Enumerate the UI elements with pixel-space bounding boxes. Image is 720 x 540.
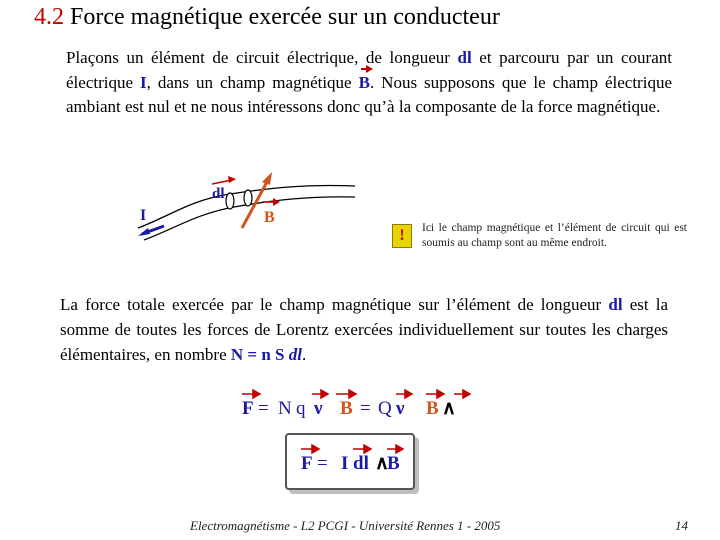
- eq1-nu: ν: [314, 398, 323, 419]
- intro-text-2: et parcouru par un courant électrique: [66, 48, 672, 92]
- element-start-ellipse: [226, 193, 234, 209]
- eq2-I: I: [341, 453, 349, 474]
- label-B: B: [264, 209, 275, 226]
- para2-text-3: .: [301, 345, 307, 364]
- eq1-nu-2: ν: [396, 398, 405, 419]
- warning-icon: !: [392, 224, 412, 248]
- conductor-diagram: [130, 170, 360, 250]
- eq1-wedge: ∧: [442, 398, 456, 419]
- result-box: [285, 433, 415, 490]
- eq2-equals: =: [317, 453, 328, 474]
- eq2-wedge: ∧: [375, 453, 389, 474]
- footer-text: Electromagnétisme - L2 PCGI - Université Rennes 1 - 2005: [190, 518, 501, 533]
- eq2-F: F: [301, 453, 313, 474]
- lorentz-paragraph: [60, 292, 668, 367]
- current-arrow-head: [138, 228, 150, 236]
- title-text: Force magnétique exercée sur un conducteur: [70, 4, 500, 30]
- intro-text-1: Plaçons un élément de circuit électrique, de longueur: [66, 48, 458, 67]
- field-arrow-head: [262, 172, 272, 185]
- label-dl: dl: [212, 186, 225, 202]
- intro-current: I: [140, 72, 147, 92]
- eq2-B: B: [387, 453, 400, 474]
- dl-arrow-head: [228, 176, 236, 183]
- para2-text-2: est la somme de toutes les forces de Lorentz exercées individuellement sur toutes les charges élémentaires, en nombre: [60, 295, 669, 364]
- lorentz-equation: [240, 388, 480, 422]
- para2-dl: dl: [608, 295, 623, 314]
- eq1-equals-2: =: [360, 398, 371, 419]
- eq1-B: B: [340, 398, 353, 419]
- intro-dl: dl: [457, 48, 472, 67]
- warning-note: Ici le champ magnétique et l’élément de circuit qui est soumis au champ sont au même endroit.: [422, 222, 687, 249]
- para2-N: N = n S: [230, 345, 289, 364]
- eq1-Q: Q: [378, 398, 392, 419]
- para2-text-1: La force totale exercée par le champ magnétique sur l’élément de longueur: [60, 295, 609, 314]
- B-vector-head: [273, 198, 280, 206]
- slide-title: [34, 4, 500, 31]
- page-number: 14: [675, 518, 688, 533]
- eq1-equals: =: [258, 398, 269, 419]
- intro-text-3: , dans un champ magnétique: [146, 72, 359, 92]
- eq1-q: q: [296, 398, 306, 419]
- intro-paragraph: [66, 46, 672, 120]
- eq1-N: N: [278, 398, 292, 419]
- result-equation: [287, 435, 413, 488]
- intro-field-vector: B: [359, 71, 370, 96]
- intro-text-4: . Nous supposons que le champ électrique ambiant est nul et ne nous intéressons donc qu’à la composante de la force magnétique.: [66, 72, 672, 116]
- element-end-ellipse: [244, 190, 252, 206]
- eq1-F: F: [242, 398, 254, 419]
- section-number: 4.2: [34, 4, 64, 30]
- label-I: I: [140, 207, 147, 224]
- eq1-B-2: B: [426, 398, 439, 419]
- para2-dl2: dl: [288, 345, 302, 364]
- eq2-dl: dl: [353, 453, 369, 474]
